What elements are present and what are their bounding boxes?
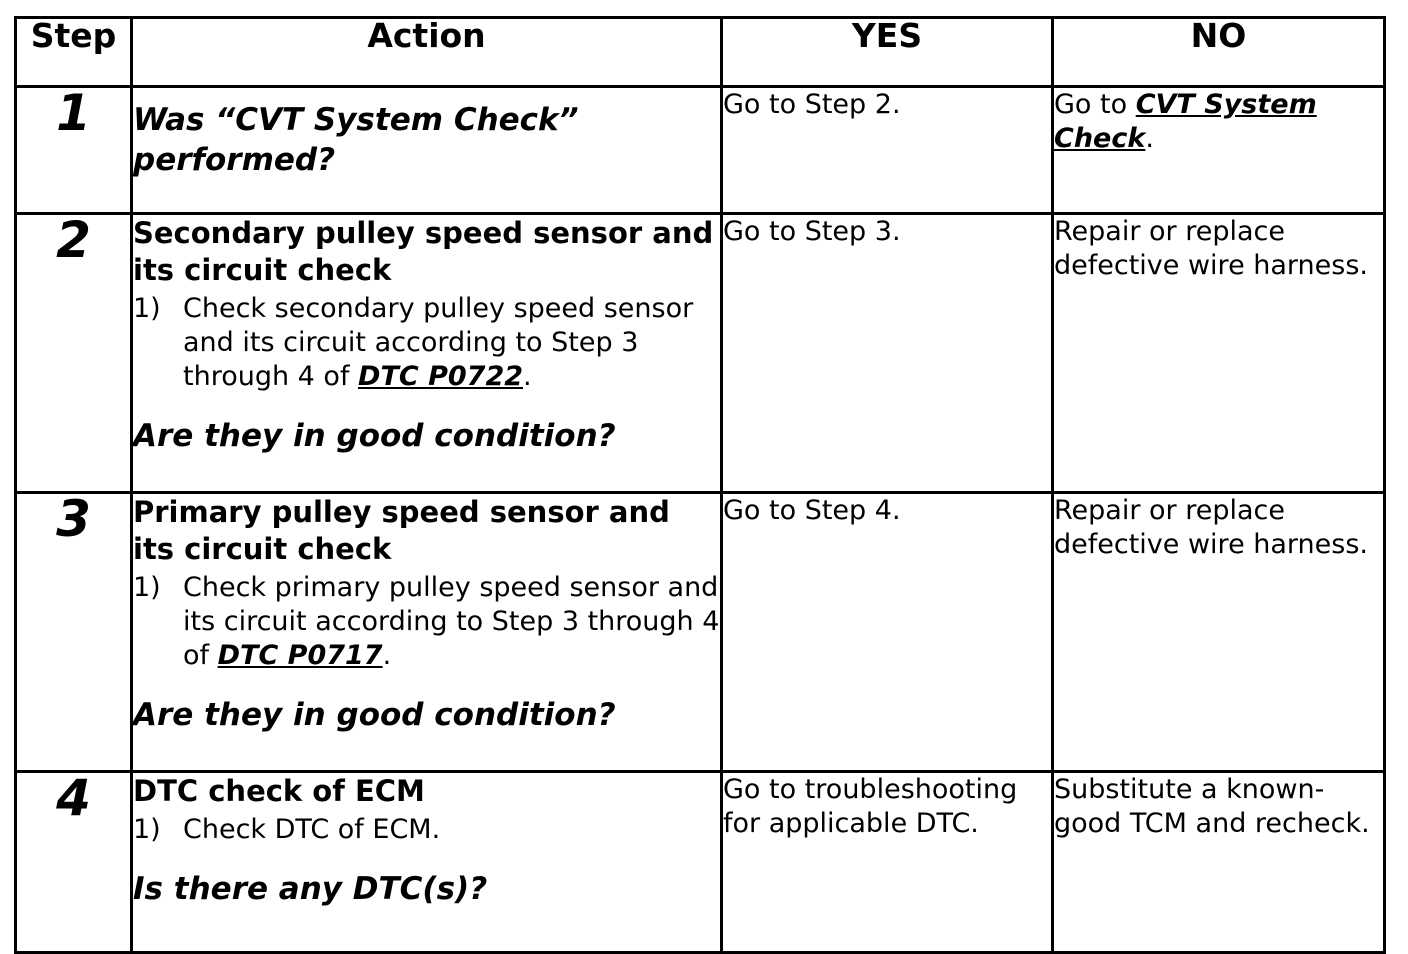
no-cell: Substitute a known-good TCM and recheck. [1053,772,1385,953]
no-text: Go to [1054,89,1136,120]
step-number: 2 [16,214,132,493]
substep-item [133,813,720,847]
dtc-p0717-link[interactable]: DTC P0717 [217,640,383,671]
substep-suffix: . [523,361,532,392]
header-step: Step [16,18,132,87]
substep-text-wrap [183,571,720,673]
table-row-step-4 [16,772,1385,953]
troubleshooting-table [14,16,1386,954]
step-question: Was “CVT System Check” performed? [133,102,579,178]
substep-number: 1) [133,814,161,845]
substep-text-wrap [183,292,720,394]
yes-cell: Go to Step 2. [722,87,1053,214]
no-cell: Repair or replace defective wire harness. [1053,214,1385,493]
step-number: 4 [16,772,132,953]
substep-text: Check DTC of ECM. [183,814,441,845]
substep-number: 1) [133,293,161,324]
no-cell: Repair or replace defective wire harness. [1053,493,1385,772]
yes-cell: Go to troubleshooting for applicable DTC. [722,772,1053,953]
table-row-step-2 [16,214,1385,493]
step-question: Are they in good condition? [133,697,616,733]
no-cell [1053,87,1385,214]
substep-item [133,571,720,673]
no-suffix: . [1145,123,1154,154]
substep-suffix: . [382,640,392,671]
header-yes: YES [722,18,1053,87]
action-cell [132,87,722,214]
header-action: Action [132,18,722,87]
action-cell [132,493,722,772]
substep-text: Check primary pulley speed sensor and its circuit according to Step 3 through 4 of [183,572,720,671]
step-title: Primary pulley speed sensor and its circuit check [133,495,670,566]
table-row-step-1 [16,87,1385,214]
step-question: Are they in good condition? [133,418,616,454]
action-cell [132,214,722,493]
cvt-system-check-link[interactable]: CVT System Check [1054,89,1317,154]
action-cell [132,772,722,953]
table-row-step-3 [16,493,1385,772]
dtc-p0722-link[interactable]: DTC P0722 [358,361,524,392]
table-header-row [16,18,1385,87]
header-no: NO [1053,18,1385,87]
substep-number: 1) [133,572,161,603]
yes-cell: Go to Step 3. [722,214,1053,493]
step-title: DTC check of ECM [133,774,425,808]
step-title: Secondary pulley speed sensor and its circuit check [133,216,714,287]
step-number: 3 [16,493,132,772]
yes-cell: Go to Step 4. [722,493,1053,772]
substep-text: Check secondary pulley speed sensor and its circuit according to Step 3 through 4 of [183,293,694,392]
substep-item [133,292,720,394]
step-question: Is there any DTC(s)? [133,871,488,907]
step-number: 1 [16,87,132,214]
